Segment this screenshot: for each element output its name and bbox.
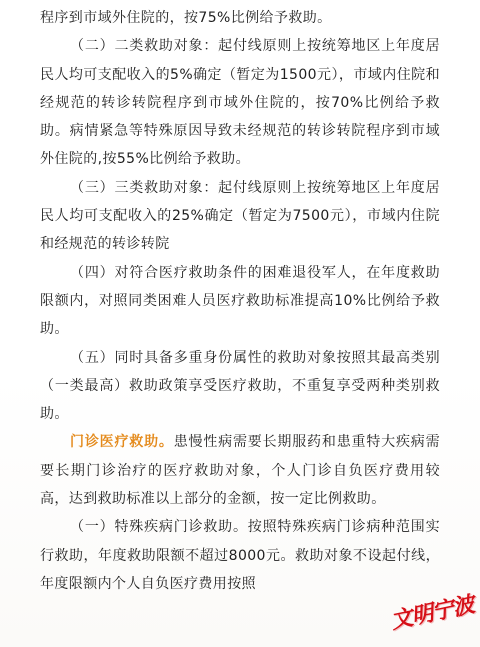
paragraph-4-text: （四）对符合医疗救助条件的困难退役军人，在年度救助限额内，对照同类困难人员医疗救助标准提高10%比例给予救助。 — [40, 264, 440, 338]
paragraph-5 — [40, 344, 440, 429]
section-heading-outpatient-assistance: 门诊医疗救助。 — [70, 434, 174, 451]
paragraph-2 — [40, 32, 440, 173]
paragraph-7-text: （一）特殊疾病门诊救助。按照特殊疾病门诊病种范围实行救助，年度救助限额不超过8000元。救助对象不设起付线，年度限额内个人自负医疗费用按照 — [40, 519, 440, 592]
paragraph-7 — [40, 513, 440, 598]
paragraph-6 — [40, 428, 440, 513]
paragraph-6-text: 患慢性病需要长期服药和患重特大疾病需要长期门诊治疗的医疗救助对象，个人门诊自负医疗费用较高，达到救助标准以上部分的金额，按一定比例救助。 — [40, 434, 440, 508]
paragraph-1 — [40, 4, 440, 32]
paragraph-5-text: （五）同时具备多重身份属性的救助对象按照其最高类别（一类最高）救助政策享受医疗救助，不重复享受两种类别救助。 — [40, 349, 440, 423]
paragraph-3 — [40, 174, 440, 259]
paragraph-4 — [40, 259, 440, 344]
watermark-logo: 文明宁波 — [388, 591, 477, 635]
paragraph-1-text: 程序到市域外住院的，按75%比例给予救助。 — [40, 10, 332, 26]
paragraph-2-text: （二）二类救助对象：起付线原则上按统筹地区上年度居民人均可支配收入的5%确定（暂定为1500元），市域内住院和经规范的转诊转院程序到市域外住院的，按70%比例给予救助。病情紧急等特殊原因导致未经规范的转诊转院程序到市域外住院的,按55%比例给予救助。 — [40, 38, 440, 168]
paragraph-3-text: （三）三类救助对象：起付线原则上按统筹地区上年度居民人均可支配收入的25%确定（暂定为7500元），市域内住院和经规范的转诊转院 — [40, 179, 440, 253]
